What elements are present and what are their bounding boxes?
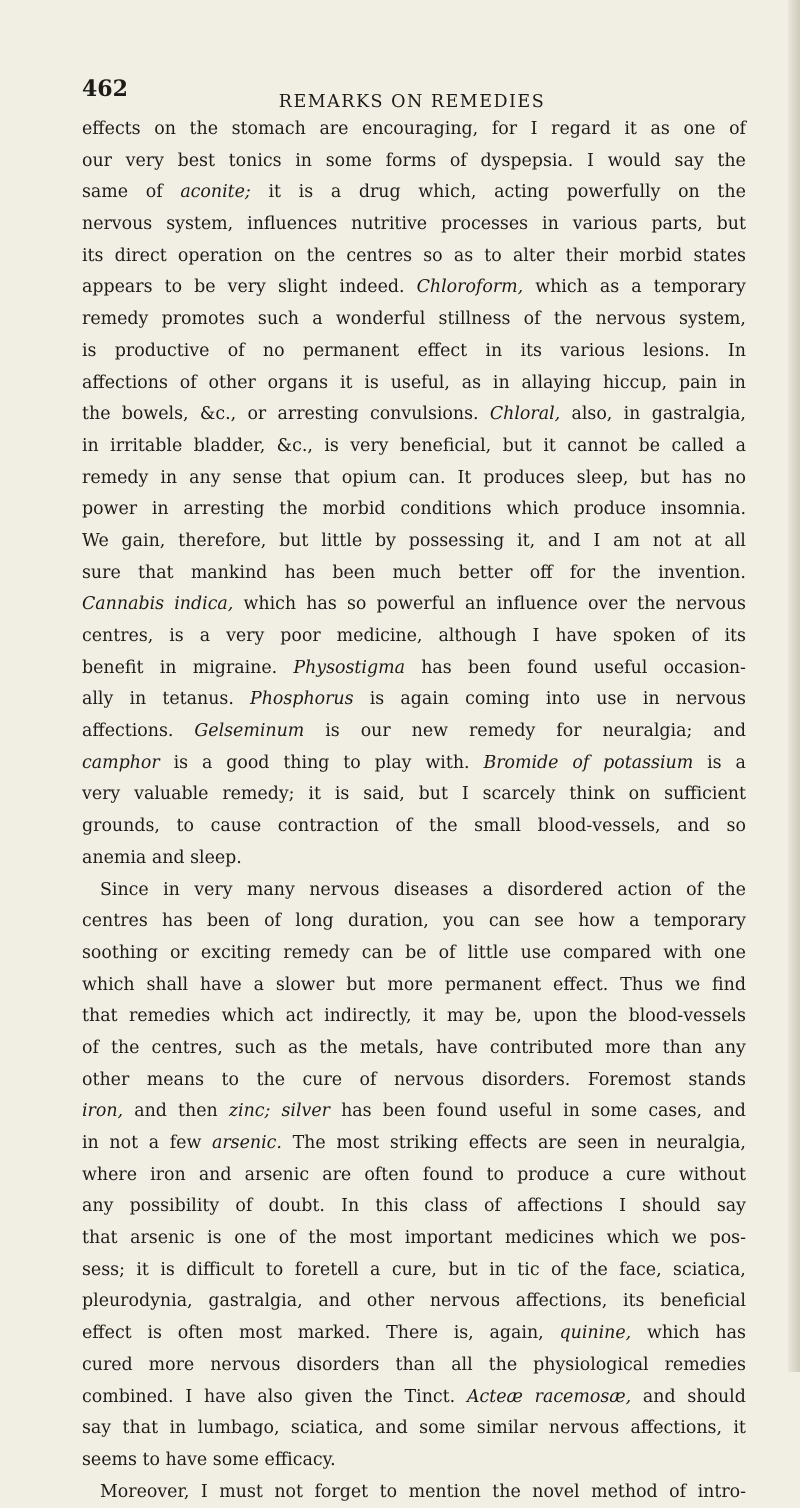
text-line: benefit in migraine. Physostigma has been found useful occasion- [82, 657, 746, 678]
text-line: centres, is a very poor medicine, although I have spoken of its [82, 626, 746, 646]
page-number: 462 [82, 76, 128, 102]
text-line: cured more nervous disorders than all the physiological remedies [82, 1354, 746, 1375]
text-line: nervous system, influences nutritive processes in various parts, but [82, 214, 746, 235]
text-line: iron, and then zinc; silver has been found useful in some cases, and [82, 1101, 746, 1122]
text-line: remedy in any sense that opium can. It produces sleep, but has no [82, 467, 746, 488]
page-header [82, 76, 742, 112]
text-line: our very best tonics in some forms of dyspepsia. I would say the [82, 150, 746, 171]
text-line: remedy promotes such a wonderful stillness of the nervous system, [82, 309, 746, 330]
page-edge [788, 0, 800, 1372]
text-line: grounds, to cause contraction of the small blood-vessels, and so [82, 816, 746, 837]
text-line: same of aconite; it is a drug which, acting powerfully on the [82, 182, 746, 203]
text-line: its direct operation on the centres so as to alter their morbid states [82, 245, 746, 266]
text-line: affections of other organs it is useful, as in allaying hiccup, pain in [82, 372, 746, 393]
text-line: ally in tetanus. Phosphorus is again coming into use in nervous [82, 689, 746, 710]
text-line: that remedies which act indirectly, it may be, upon the blood-vessels [82, 1006, 746, 1027]
text-line: Since in very many nervous diseases a disordered action of the [100, 879, 746, 900]
text-line: other means to the cure of nervous disorders. Foremost stands [82, 1069, 746, 1090]
text-line: which shall have a slower but more permanent effect. Thus we find [82, 974, 746, 995]
text-line: is productive of no permanent effect in its various lesions. In [82, 340, 746, 361]
text-line: seems to have some efficacy. [82, 1449, 336, 1470]
text-line: appears to be very slight indeed. Chloroform, which as a temporary [82, 277, 746, 298]
text-line: soothing or exciting remedy can be of little use compared with one [82, 942, 746, 963]
text-line: in irritable bladder, &c., is very beneficial, but it cannot be called a [82, 435, 746, 456]
body-text [82, 114, 746, 1508]
text-line: the bowels, &c., or arresting convulsions. Chloral, also, in gastralgia, [82, 404, 746, 425]
text-line: effects on the stomach are encouraging, for I regard it as one of [82, 119, 746, 139]
text-line: sess; it is difficult to foretell a cure, but in tic of the face, sciatica, [82, 1259, 746, 1280]
text-line: combined. I have also given the Tinct. Acteæ racemosæ, and should [82, 1386, 746, 1407]
text-line: of the centres, such as the metals, have contributed more than any [82, 1037, 746, 1058]
text-line: affections. Gelseminum is our new remedy for neuralgia; and [82, 721, 746, 742]
text-line: sure that mankind has been much better off for the invention. [82, 562, 746, 583]
text-line: in not a few arsenic. The most striking effects are seen in neuralgia, [82, 1133, 746, 1153]
text-line: very valuable remedy; it is said, but I scarcely think on sufficient [82, 784, 746, 805]
text-line: camphor is a good thing to play with. Bromide of potassium is a [82, 752, 746, 773]
text-line: We gain, therefore, but little by possessing it, and I am not at all [82, 530, 746, 551]
running-title: REMARKS ON REMEDIES [278, 92, 546, 112]
text-line: any possibility of doubt. In this class of affections I should say [82, 1196, 746, 1217]
text-line: where iron and arsenic are often found to produce a cure without [82, 1164, 746, 1185]
text-line: power in arresting the morbid conditions which produce insomnia. [82, 499, 746, 520]
text-line: that arsenic is one of the most important medicines which we pos- [82, 1228, 746, 1249]
text-line: say that in lumbago, sciatica, and some similar nervous affections, it [82, 1418, 746, 1439]
text-line: anemia and sleep. [82, 847, 242, 868]
text-line: effect is often most marked. There is, again, quinine, which has [82, 1323, 746, 1344]
text-line: centres has been of long duration, you can see how a temporary [82, 911, 746, 932]
text-line: Cannabis indica, which has so powerful an influence over the nervous [82, 594, 746, 615]
text-line: Moreover, I must not forget to mention the novel method of intro- [100, 1481, 746, 1502]
text-line: pleurodynia, gastralgia, and other nervous affections, its beneficial [82, 1291, 746, 1312]
